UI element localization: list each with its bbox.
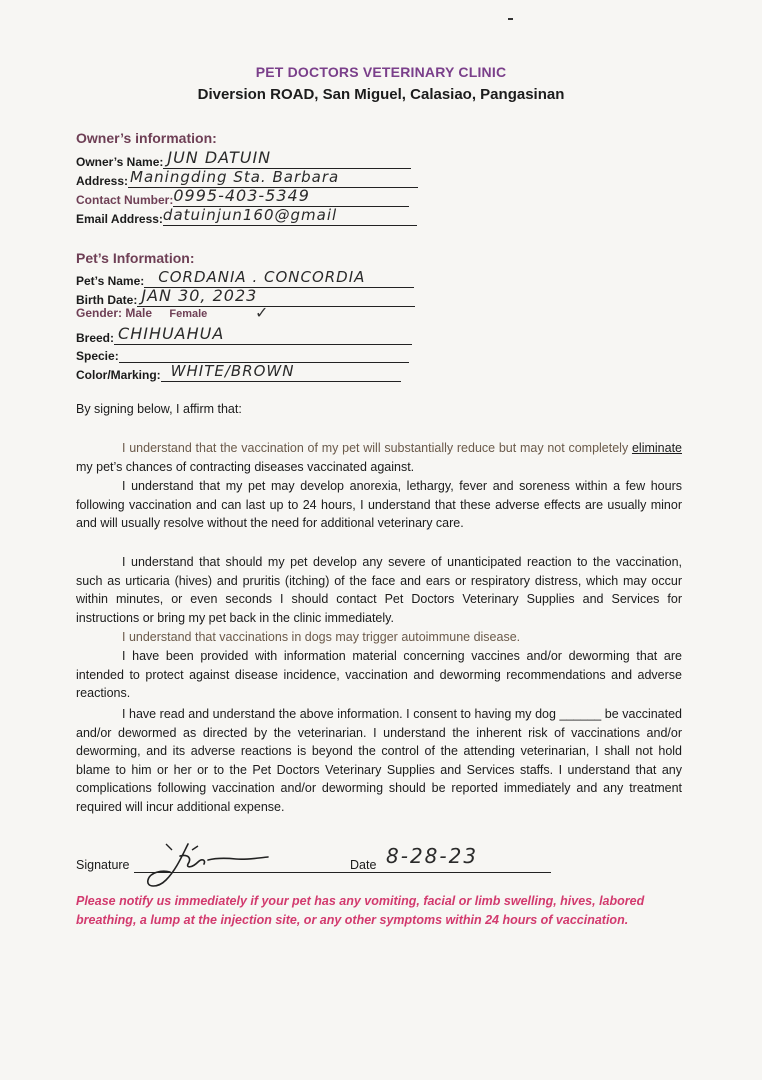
paragraph-side-effects: I understand that my pet may develop anorexia, lethargy, fever and soreness within a few hours following vaccination and can last up to 24 hours, I understand that these adverse effects are usually minor and will usually resolve without the need for additional veterinary care. bbox=[76, 479, 682, 530]
owner-address-label: Address: bbox=[76, 174, 129, 188]
date-value: 8-28-23 bbox=[386, 844, 479, 868]
pet-color-row bbox=[76, 363, 401, 383]
pet-name-label: Pet’s Name: bbox=[76, 274, 145, 288]
signature-label: Signature bbox=[76, 858, 130, 872]
pet-birth-row bbox=[76, 288, 415, 308]
pet-specie-row bbox=[76, 344, 409, 364]
paragraph-consent: I have read and understand the above information. I consent to having my dog ______ be vaccinated and/or dewormed as directed by the veterinarian. I understand the inherent risk of vaccinations and/or deworming, and its adverse reactions is beyond the control of the attending veterinarian, I shall not hold blame to him or her or to the Pet Doctors Veterinary Supplies and Services staffs. I understand that any complications following vaccination and/or deworming should be reported immediately and any treatment required will incur additional expense. bbox=[76, 707, 682, 814]
check-mark-icon: ✓ bbox=[255, 305, 269, 322]
pet-specie-field[interactable] bbox=[119, 344, 409, 363]
gender-female-option[interactable]: Female bbox=[169, 308, 208, 320]
pet-section-title: Pet’s Information: bbox=[76, 250, 195, 266]
owner-email-value: datuinjun160@gmail bbox=[162, 206, 338, 224]
owner-email-row bbox=[76, 207, 417, 227]
owner-address-value: Maningding Sta. Barbara bbox=[130, 168, 340, 186]
owner-email-field[interactable] bbox=[163, 207, 417, 226]
pet-color-field[interactable] bbox=[161, 363, 401, 382]
paragraph-severe-reaction: I understand that should my pet develop any severe of unanticipated reaction to the vaccination, such as urticaria (hives) and pruritis (itching) of the face and ears or respiratory distress, which may occur within minutes, or even seconds I should contact Pet Doctors Veterinary Supplies and Services for instructions or bring my pet back in the clinic immediately. bbox=[76, 555, 682, 625]
affirm-intro: By signing below, I affirm that: bbox=[76, 402, 242, 416]
pet-breed-row bbox=[76, 326, 412, 346]
pet-birth-value: JAN 30, 2023 bbox=[141, 286, 258, 305]
owner-contact-field[interactable] bbox=[173, 188, 409, 207]
pet-birth-field[interactable] bbox=[137, 288, 415, 307]
date-field[interactable] bbox=[381, 872, 551, 873]
pet-color-label: Color/Marking: bbox=[76, 368, 161, 382]
paragraph-information-provided: I have been provided with information material concerning vaccines and/or deworming that are intended to protect against disease incidence, vaccination and deworming recommendations and adverse reactions. bbox=[76, 649, 682, 700]
clinic-address: Diversion ROAD, San Miguel, Calasiao, Pangasinan bbox=[197, 86, 565, 103]
owner-section-title: Owner’s information: bbox=[76, 130, 217, 146]
owner-email-label: Email Address: bbox=[76, 212, 163, 226]
pet-breed-field[interactable] bbox=[114, 326, 412, 345]
owner-contact-label: Contact Number: bbox=[76, 193, 174, 207]
owner-name-row bbox=[76, 150, 411, 170]
handwritten-signature bbox=[136, 836, 296, 896]
pet-name-value: CORDANIA . CONCORDIA bbox=[158, 268, 366, 286]
owner-name-field[interactable] bbox=[163, 150, 411, 169]
pet-gender-row bbox=[76, 305, 269, 326]
paragraph-vaccination-efficacy: I understand that the vaccination of my pet will substantially reduce but may not completely eliminate my pet’s chances of contracting diseases vaccinated against. bbox=[76, 441, 682, 474]
owner-name-value: JUN DATUIN bbox=[167, 148, 272, 167]
pet-gender-label: Gender: Male bbox=[76, 306, 153, 320]
paragraph-autoimmune: I understand that vaccinations in dogs may trigger autoimmune disease. bbox=[122, 630, 521, 644]
clinic-name: PET DOCTORS VETERINARY CLINIC bbox=[255, 64, 507, 80]
pet-specie-label: Specie: bbox=[76, 349, 119, 363]
owner-contact-value: 0995-403-5349 bbox=[173, 186, 310, 205]
warning-notice: Please notify us immediately if your pet has any vomiting, facial or limb swelling, hives, labored breathing, a lump at the injection site, or any other symptoms within 24 hours of vaccination. bbox=[76, 894, 645, 927]
pet-breed-value: CHIHUAHUA bbox=[118, 324, 225, 343]
date-label: Date bbox=[350, 858, 377, 872]
pet-breed-label: Breed: bbox=[76, 331, 115, 345]
owner-name-label: Owner’s Name: bbox=[76, 155, 164, 169]
owner-contact-row bbox=[76, 188, 409, 208]
scan-mark bbox=[508, 18, 513, 20]
pet-birth-label: Birth Date: bbox=[76, 293, 138, 307]
signature-row bbox=[76, 840, 696, 880]
pet-color-value: WHITE/BROWN bbox=[170, 362, 295, 380]
